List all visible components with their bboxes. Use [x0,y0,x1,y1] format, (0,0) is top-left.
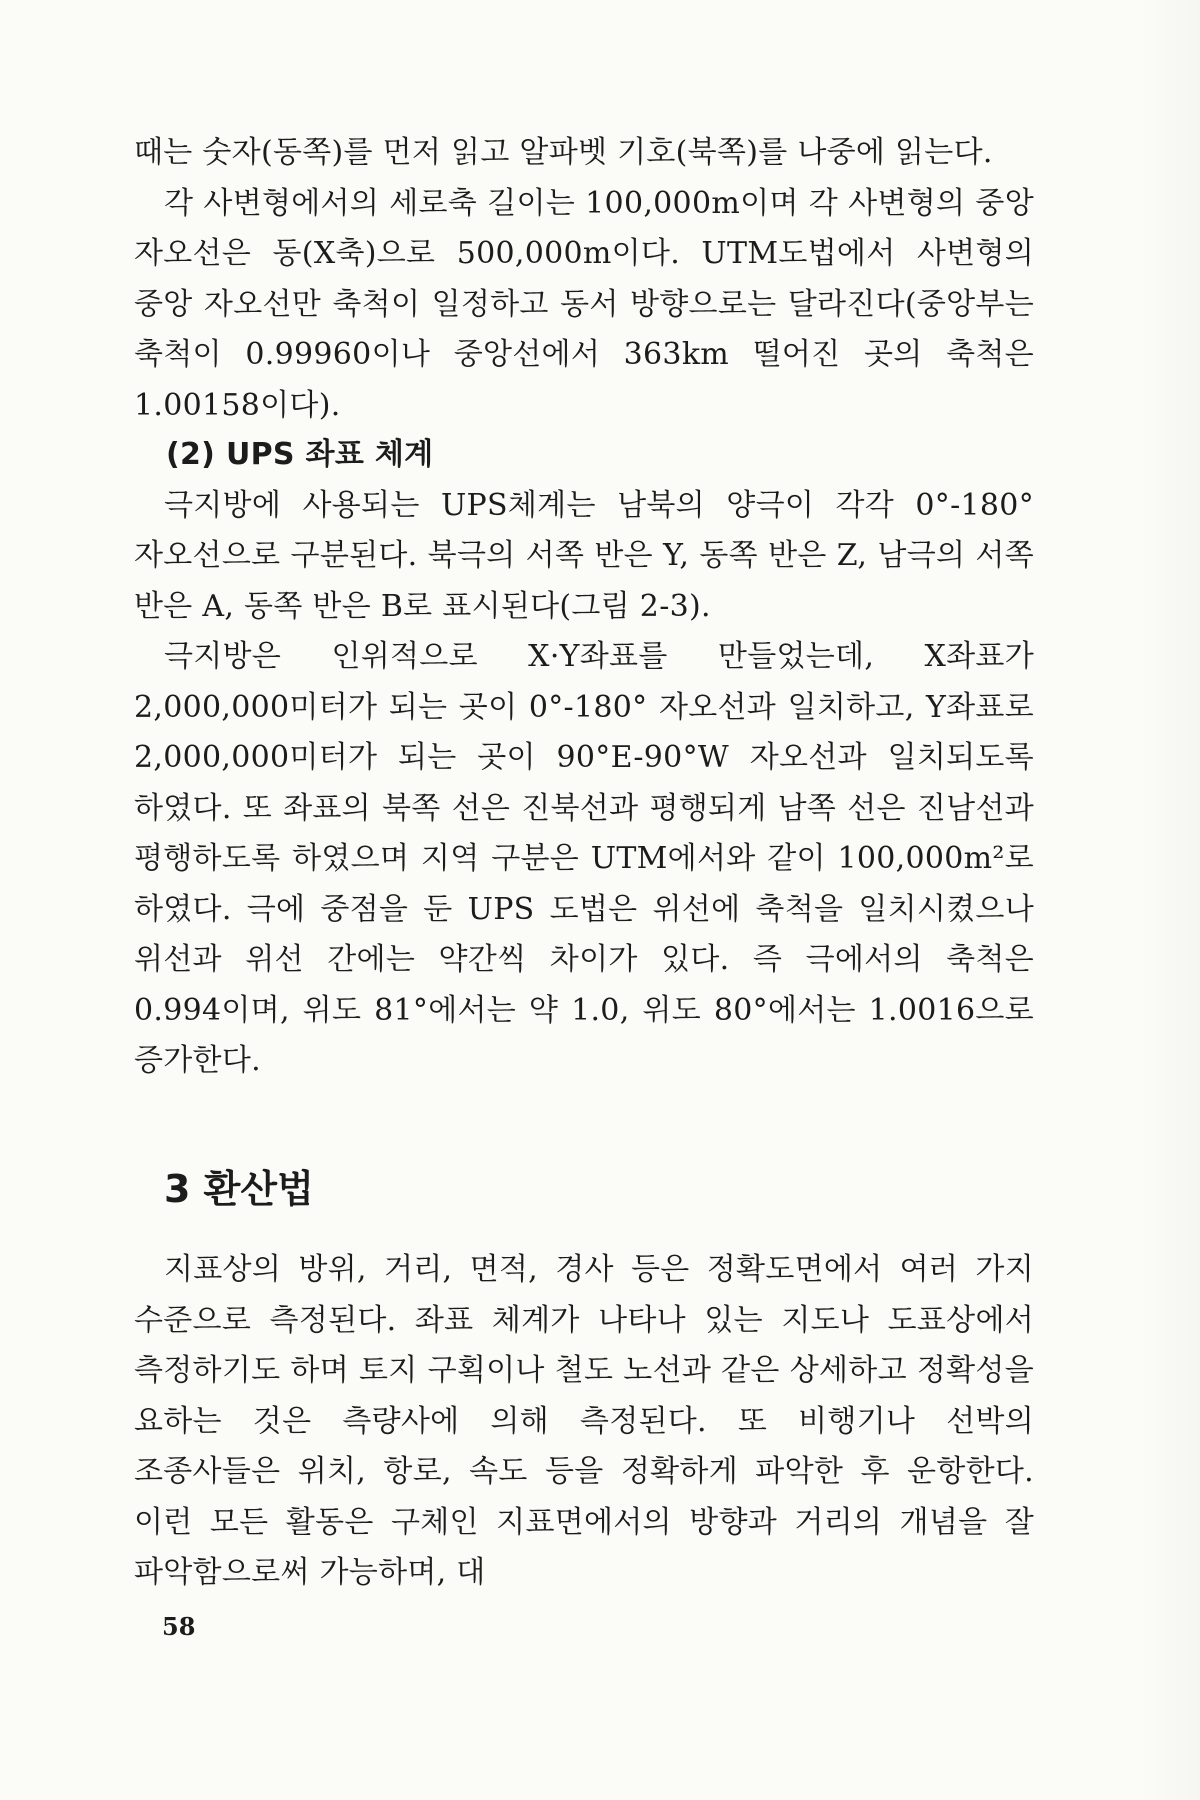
paragraph: 때는 숫자(동쪽)를 먼저 읽고 알파벳 기호(북쪽)를 나중에 읽는다. [134,135,993,170]
ups-section [134,430,1034,1087]
page-number: 58 [162,1612,196,1641]
utm-text-block [134,128,1034,431]
paragraph: 각 사변형에서의 세로축 길이는 100,000m이며 각 사변형의 중앙 자오선은 동(X축)으로 500,000m이다. UTM도법에서 사변형의 중앙 자오선만 축척이 일정하고 동서 방향으로는 달라진다(중앙부는 축척이 0.99960이나 중앙선에서 363km 떨어진 곳의 축척은 1.00158이다). [134,185,1034,423]
paragraph: 지표상의 방위, 거리, 면적, 경사 등은 정확도면에서 여러 가지 수준으로 측정된다. 좌표 체계가 나타나 있는 지도나 도표상에서 측정하기도 하며 토지 구획이나 철도 노선과 같은 상세하고 정확성을 요하는 것은 측량사에 의해 측정된다. 또 비행기나 선박의 조종사들은 위치, 항로, 속도 등을 정확하게 파악한 후 운항한다. 이런 모든 활동은 구체인 지표면에서의 방향과 거리의 개념을 잘 파악함으로써 가능하며, 대 [134,1252,1034,1590]
conversion-section [134,1245,1034,1599]
subsection-heading: (2) UPS 좌표 체계 [166,437,434,472]
scan-edge-shadow [1140,0,1200,1800]
paragraph: 극지방에 사용되는 UPS체계는 남북의 양극이 각각 0°-180° 자오선으로 구분된다. 북극의 서쪽 반은 Y, 동쪽 반은 Z, 남극의 서쪽 반은 A, 동쪽 반은 B로 표시된다(그림 2-3). [134,487,1034,624]
section-heading: 3 환산법 [164,1166,314,1211]
paragraph: 극지방은 인위적으로 X·Y좌표를 만들었는데, X좌표가 2,000,000미터가 되는 곳이 0°-180° 자오선과 일치하고, Y좌표로 2,000,000미터가 되는 곳이 90°E-90°W 자오선과 일치되도록 하였다. 또 좌표의 북쪽 선은 진북선과 평행되게 남쪽 선은 진남선과 평행하도록 하였으며 지역 구분은 UTM에서와 같이 100,000m²로 하였다. 극에 중점을 둔 UPS 도법은 위선에 축척을 일치시켰으나 위선과 위선 간에는 약간씩 차이가 있다. 즉 극에서의 축척은 0.994이며, 위도 81°에서는 약 1.0, 위도 80°에서는 1.0016으로 증가한다. [134,639,1034,1078]
